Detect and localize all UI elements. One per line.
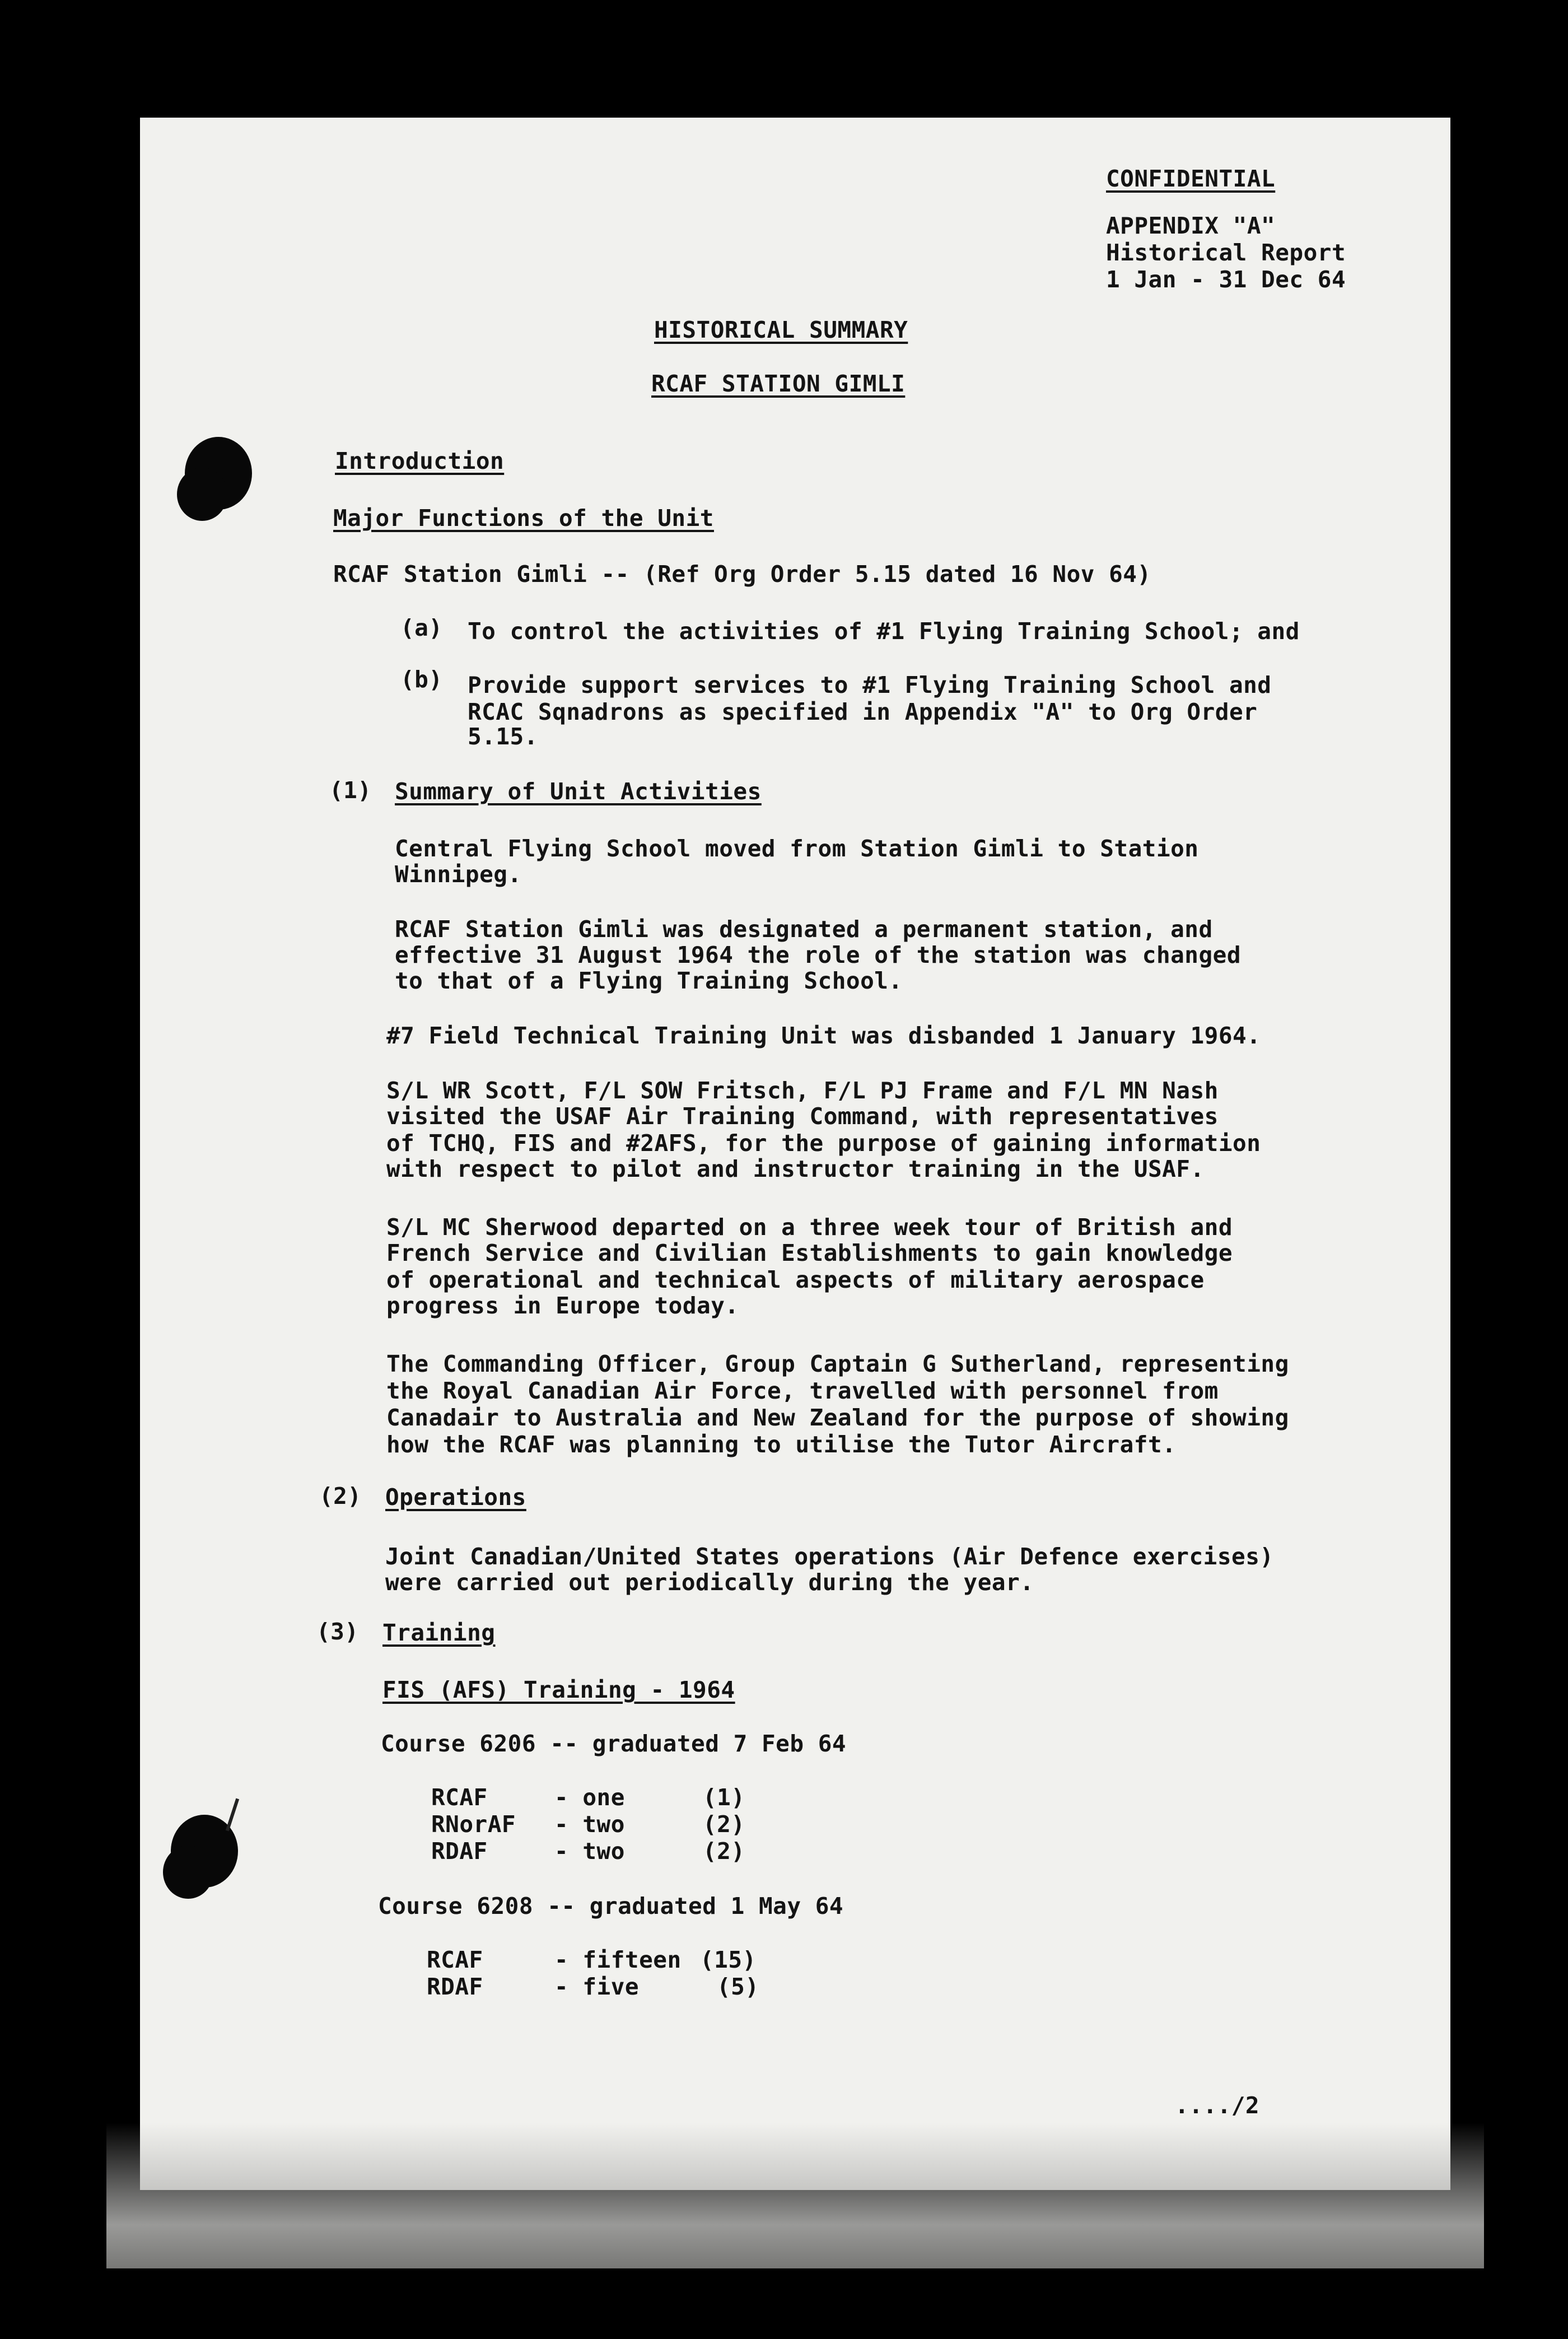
course-row-word: - five	[554, 1973, 640, 2000]
course-row-force: RNorAF	[431, 1811, 516, 1838]
introduction-heading: Introduction	[335, 448, 505, 474]
paragraph-line: S/L WR Scott, F/L SOW Fritsch, F/L PJ Frame and F/L MN Nash	[386, 1077, 1219, 1104]
appendix-label: APPENDIX "A"	[1106, 212, 1276, 239]
item-a-label: (a)	[400, 614, 443, 641]
course-row-word: - two	[554, 1811, 625, 1838]
section-1-heading: Summary of Unit Activities	[395, 778, 762, 805]
paragraph-line: S/L MC Sherwood departed on a three week tour of British and	[386, 1214, 1233, 1241]
course-6208-title: Course 6208 -- graduated 1 May 64	[378, 1893, 844, 1919]
course-row-word: - one	[554, 1784, 625, 1811]
section-2-heading: Operations	[385, 1484, 526, 1511]
paragraph-line: were carried out periodically during the year.	[385, 1569, 1034, 1596]
item-b-line: Provide support services to #1 Flying Training School and	[468, 672, 1272, 698]
paragraph-line: the Royal Canadian Air Force, travelled with personnel from	[386, 1377, 1219, 1404]
section-2-number: (2)	[319, 1483, 362, 1509]
course-row-count: (1)	[703, 1784, 745, 1811]
paragraph-line: to that of a Flying Training School.	[395, 967, 903, 994]
course-row-force: RDAF	[427, 1973, 483, 2000]
page-bottom-shadow	[106, 2123, 1484, 2268]
course-row-count: (2)	[703, 1811, 745, 1838]
training-subheading: FIS (AFS) Training - 1964	[382, 1676, 735, 1703]
item-b-line: RCAC Sqnadrons as specified in Appendix "A" to Org Order	[468, 698, 1258, 725]
paragraph-line: Winnipeg.	[395, 861, 522, 888]
course-row-count: (5)	[717, 1973, 759, 2000]
course-row-word: - fifteen	[554, 1946, 682, 1973]
course-6206-title: Course 6206 -- graduated 7 Feb 64	[381, 1730, 847, 1757]
paragraph-line: how the RCAF was planning to utilise the Tutor Aircraft.	[386, 1431, 1177, 1458]
paragraph-line: effective 31 August 1964 the role of the station was changed	[395, 942, 1242, 968]
period-label: 1 Jan - 31 Dec 64	[1106, 266, 1346, 293]
paragraph-line: RCAF Station Gimli was designated a permanent station, and	[395, 916, 1213, 943]
course-row-count: (2)	[703, 1838, 745, 1865]
paragraph-line: French Service and Civilian Establishments to gain knowledge	[386, 1240, 1233, 1266]
punch-hole-top	[185, 437, 252, 510]
paragraph-line: progress in Europe today.	[386, 1292, 739, 1319]
document-title: HISTORICAL SUMMARY	[654, 316, 908, 343]
item-b-line: 5.15.	[468, 723, 538, 750]
item-b-label: (b)	[400, 666, 443, 693]
classification-label: CONFIDENTIAL	[1106, 165, 1276, 192]
paragraph-line: Central Flying School moved from Station Gimli to Station	[395, 835, 1199, 862]
course-row-force: RCAF	[427, 1946, 483, 1973]
section-3-number: (3)	[316, 1618, 359, 1645]
major-functions-heading: Major Functions of the Unit	[333, 505, 714, 532]
section-1-number: (1)	[329, 777, 372, 804]
paragraph-line: of TCHQ, FIS and #2AFS, for the purpose of gaining information	[386, 1130, 1261, 1157]
report-label: Historical Report	[1106, 239, 1346, 266]
paragraph-line: Joint Canadian/United States operations (Air Defence exercises)	[385, 1543, 1274, 1570]
paragraph-line: The Commanding Officer, Group Captain G Sutherland, representing	[386, 1350, 1289, 1377]
continuation-mark: ..../2	[1175, 2092, 1260, 2119]
course-row-force: RDAF	[431, 1838, 488, 1865]
org-order-reference: RCAF Station Gimli -- (Ref Org Order 5.15 dated 16 Nov 64)	[333, 561, 1151, 588]
paragraph-line: Canadair to Australia and New Zealand for the purpose of showing	[386, 1404, 1289, 1431]
course-row-force: RCAF	[431, 1784, 488, 1811]
paragraph-line: visited the USAF Air Training Command, with representatives	[386, 1103, 1219, 1130]
item-a-text: To control the activities of #1 Flying Training School; and	[468, 618, 1300, 645]
station-title: RCAF STATION GIMLI	[651, 370, 906, 397]
course-row-word: - two	[554, 1838, 625, 1865]
course-row-count: (15)	[700, 1946, 757, 1973]
paragraph-line: of operational and technical aspects of military aerospace	[386, 1266, 1205, 1293]
paragraph-line: with respect to pilot and instructor training in the USAF.	[386, 1155, 1205, 1182]
section-3-heading: Training	[382, 1619, 496, 1646]
paragraph-line: #7 Field Technical Training Unit was disbanded 1 January 1964.	[386, 1022, 1261, 1049]
